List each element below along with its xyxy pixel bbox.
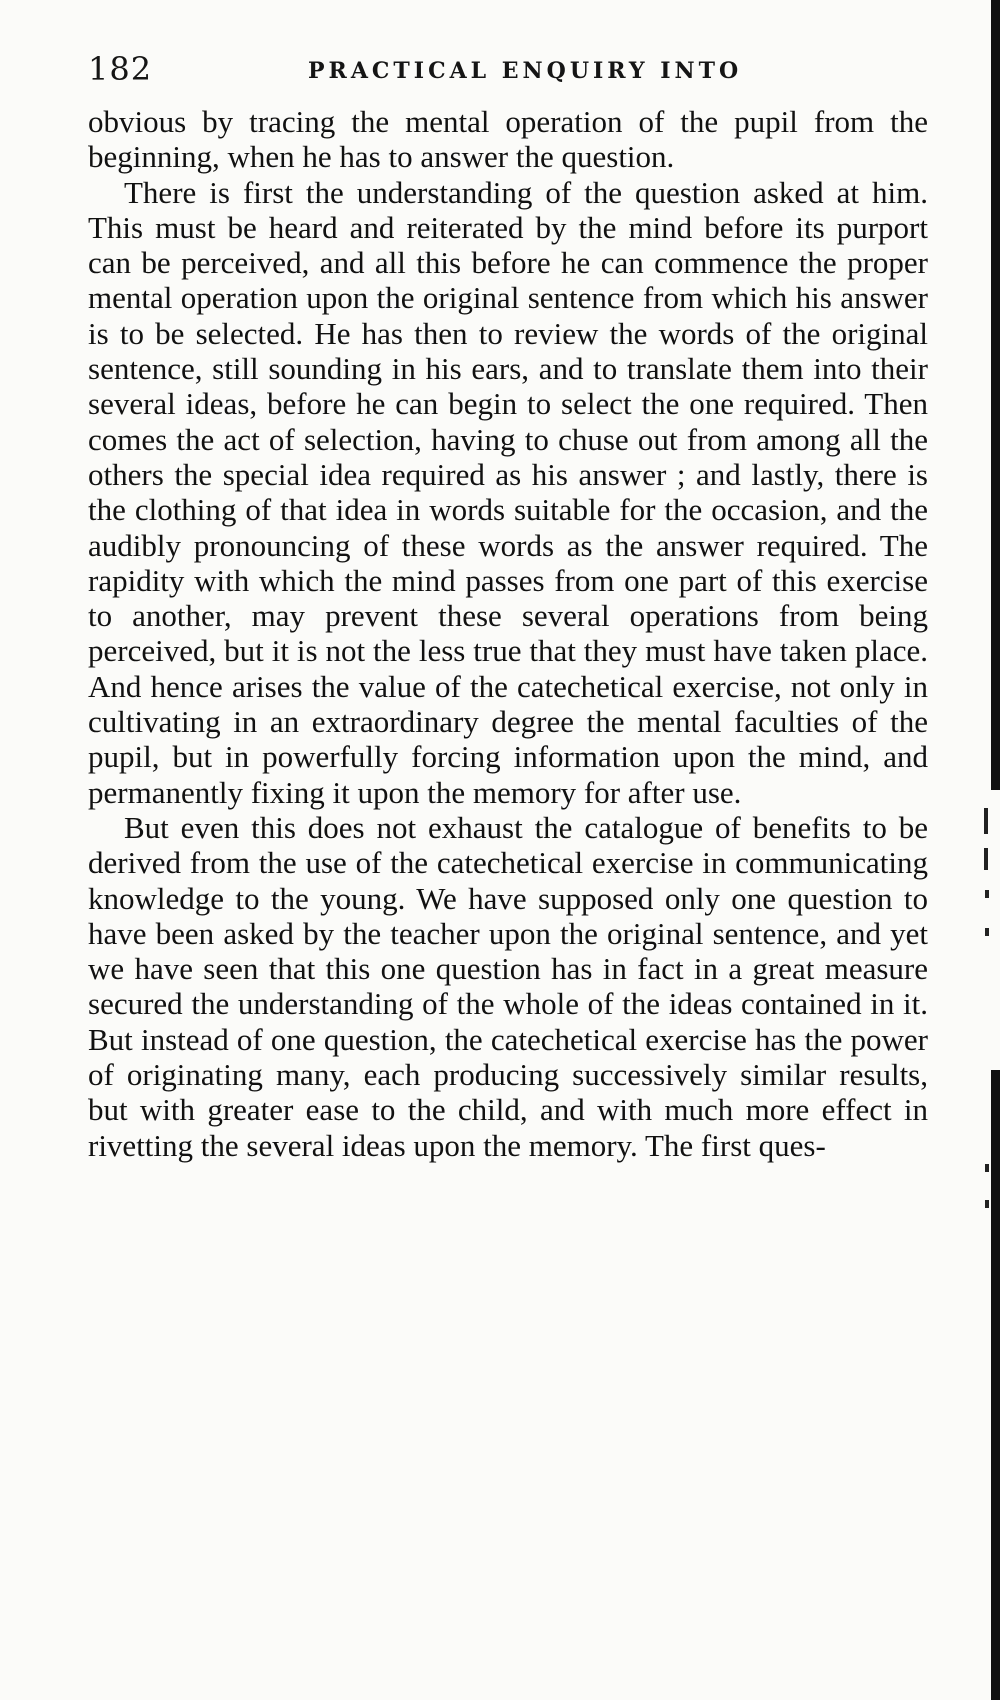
margin-mark (984, 808, 988, 834)
margin-mark (985, 928, 989, 936)
margin-mark (985, 1164, 989, 1172)
running-head: PRACTICAL ENQUIRY INTO (308, 58, 743, 84)
margin-mark (984, 848, 988, 870)
page-number: 182 (88, 50, 153, 88)
binding-gap (991, 790, 1000, 1070)
margin-mark (985, 890, 989, 898)
body-text (88, 104, 928, 1163)
paragraph: There is first the understanding of the question asked at him. This must be heard and reiterated by the mind before its purport can be perceived, and all this before he can commence the proper mental operation upon the original sentence from which his answer is to be selected. He has then to review the words of the original sentence, still sounding in his ears, and to translate them into their several ideas, before he can begin to select the one required. Then comes the act of selection, having to chuse out from among all the others the special idea required as his answer ; and lastly, there is the clothing of that idea in words suitable for the occasion, and the audibly pronouncing of these words as the answer required. The rapidity with which the mind passes from one part of this exercise to another, may prevent these several operations from being perceived, but it is not the less true that they must have taken place. And hence arises the value of the catechetical exercise, not only in cultivating in an extraordinary degree the mental faculties of the pupil, but in powerfully forcing information upon the mind, and permanently fixing it upon the memory for after use. (88, 174, 928, 810)
paragraph-continuation: obvious by tracing the mental operation of the pupil from the beginning, when he has to answer the question. (88, 104, 928, 175)
paragraph: But even this does not exhaust the catalogue of benefits to be derived from the use of the catechetical exercise in communicating knowledge to the young. We have supposed only one question to have been asked by the teacher upon the original sentence, and yet we have seen that this one question has in fact in a great measure secured the understanding of the whole of the ideas contained in it. But instead of one question, the catechetical exercise has the power of originating many, each producing successively similar results, but with greater ease to the child, and with much more effect in rivetting the several ideas upon the memory. The first ques- (88, 809, 928, 1163)
page-header (88, 50, 928, 90)
margin-mark (985, 1200, 989, 1208)
